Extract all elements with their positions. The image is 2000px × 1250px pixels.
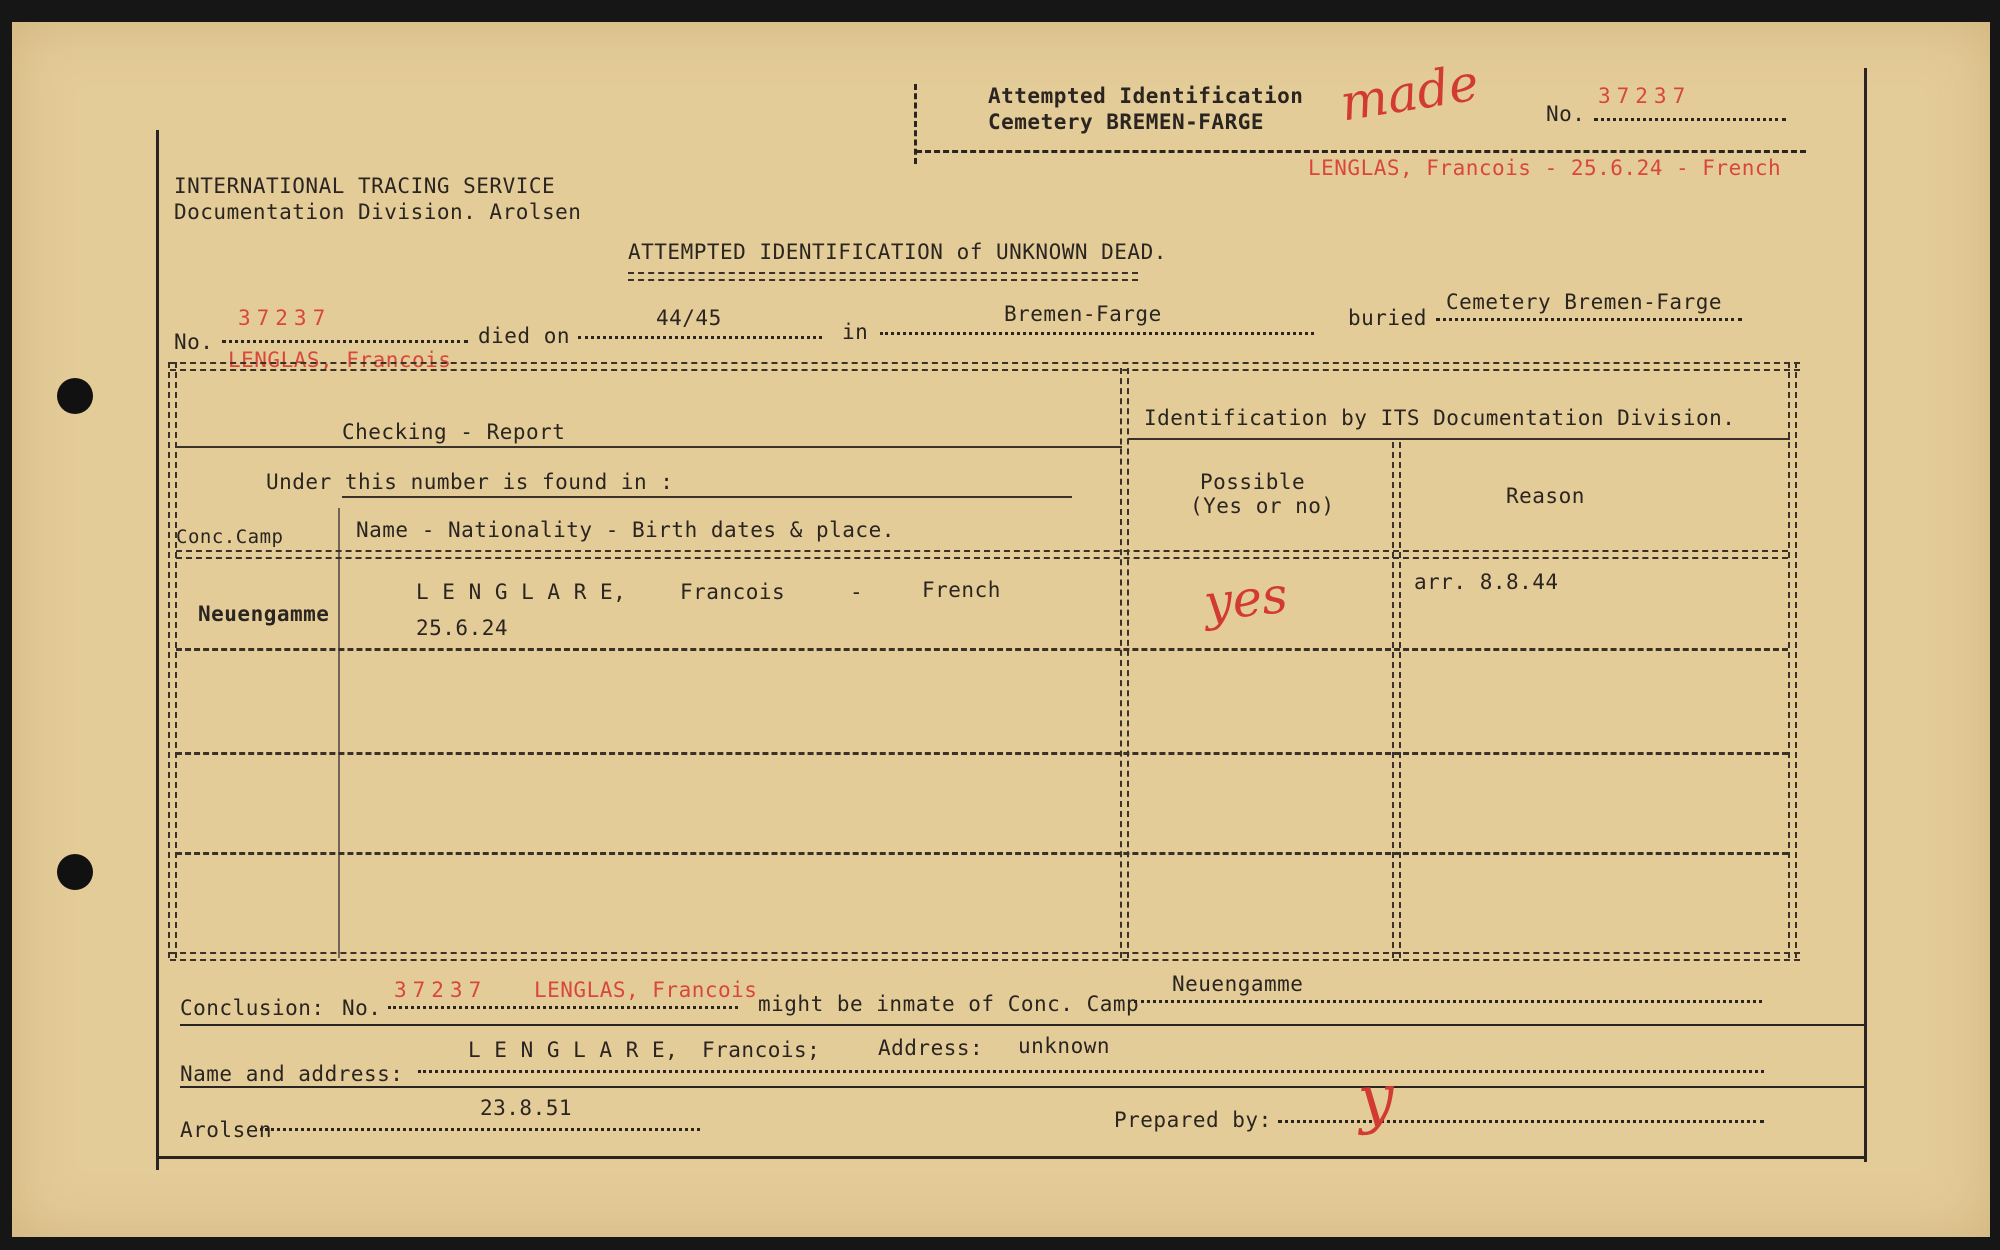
conclusion-no-dots xyxy=(388,1006,738,1009)
row1-surname: L E N G L A R E, xyxy=(416,580,627,604)
buried-dots xyxy=(1436,318,1742,321)
column-header-rule xyxy=(176,550,1788,559)
col-possible-header-1: Possible xyxy=(1200,470,1306,494)
identification-header-rule xyxy=(1128,438,1790,440)
buried-value: Cemetery Bremen-Farge xyxy=(1446,290,1723,314)
table-top-border xyxy=(170,362,1800,371)
top-red-identification: LENGLAS, Francois - 25.6.24 - French xyxy=(1308,156,1782,180)
conclusion-name-value: LENGLAS, Francois xyxy=(534,978,758,1002)
bottom-frame-line xyxy=(156,1156,1866,1159)
punch-hole-bottom xyxy=(57,854,93,890)
prepared-by-dots xyxy=(1278,1120,1764,1123)
record-no-value: 37237 xyxy=(238,306,332,330)
found-in-label: Under this number is found in : xyxy=(266,470,674,494)
row1-camp: Neuengamme xyxy=(198,602,330,626)
table-bottom-border xyxy=(170,952,1800,961)
header-no-label: No. xyxy=(1546,102,1586,126)
address-label: Address: xyxy=(878,1036,984,1060)
conclusion-camp-value: Neuengamme xyxy=(1172,972,1304,996)
conclusion-rule xyxy=(180,1024,1864,1026)
row2-bottom-rule xyxy=(176,752,1788,755)
org-line2: Documentation Division. Arolsen xyxy=(174,200,582,224)
camp-name-divider xyxy=(338,508,340,958)
table-left-border xyxy=(168,362,177,958)
identification-heading: Identification by ITS Documentation Division. xyxy=(1144,406,1736,430)
possible-reason-divider xyxy=(1392,442,1401,958)
left-frame-line xyxy=(156,130,159,1170)
row1-dash: - xyxy=(850,580,864,604)
buried-label: buried xyxy=(1348,306,1427,330)
record-no-dots xyxy=(222,340,468,343)
name-address-dots xyxy=(418,1070,1764,1073)
made-stamp: made xyxy=(1336,53,1483,133)
in-label: in xyxy=(842,320,869,344)
footer-date: 23.8.51 xyxy=(480,1096,573,1120)
row1-birth: 25.6.24 xyxy=(416,616,509,640)
org-line1: INTERNATIONAL TRACING SERVICE xyxy=(174,174,556,198)
found-in-rule xyxy=(342,496,1072,498)
prepared-by-label: Prepared by: xyxy=(1114,1108,1272,1132)
name-address-rule xyxy=(180,1086,1864,1088)
in-dots xyxy=(880,332,1314,335)
footer-date-dots-line xyxy=(260,1128,700,1131)
header-no-dots xyxy=(1594,118,1786,121)
col-name-header: Name - Nationality - Birth dates & place. xyxy=(356,518,895,542)
in-value: Bremen-Farge xyxy=(1004,302,1162,326)
row1-nationality: French xyxy=(922,578,1001,602)
died-value: 44/45 xyxy=(656,306,722,330)
col-reason-header: Reason xyxy=(1506,484,1585,508)
header-box-bottom-rule xyxy=(916,150,1806,153)
conclusion-camp-dots xyxy=(1134,1000,1762,1003)
header-no-value: 37237 xyxy=(1598,84,1692,108)
address-value: unknown xyxy=(1018,1034,1111,1058)
row3-bottom-rule xyxy=(176,852,1788,855)
row1-reason: arr. 8.8.44 xyxy=(1414,570,1559,594)
checking-header-rule xyxy=(176,446,1122,448)
table-mid-divider xyxy=(1120,368,1129,958)
right-frame-line xyxy=(1864,68,1867,1162)
punch-hole-top xyxy=(57,378,93,414)
footer-place: Arolsen xyxy=(180,1118,273,1142)
table-right-border xyxy=(1788,362,1797,958)
row1-firstname: Francois xyxy=(680,580,786,604)
name-address-surname: L E N G L A R E, xyxy=(468,1038,679,1062)
header-box-line2: Cemetery BREMEN-FARGE xyxy=(988,110,1265,134)
col-possible-header-2: (Yes or no) xyxy=(1190,494,1335,518)
conclusion-no-label: No. xyxy=(342,996,382,1020)
record-card xyxy=(12,22,1990,1237)
checking-report-heading: Checking - Report xyxy=(342,420,566,444)
conclusion-no-value: 37237 xyxy=(394,978,488,1002)
row1-bottom-rule xyxy=(176,648,1788,651)
col-camp-header: Conc.Camp xyxy=(176,526,284,548)
conclusion-label: Conclusion: xyxy=(180,996,325,1020)
conclusion-text: might be inmate of Conc. Camp xyxy=(758,992,1140,1016)
row1-possible-handwritten: yes xyxy=(1201,565,1291,633)
record-no-label: No. xyxy=(174,330,214,354)
name-address-label: Name and address: xyxy=(180,1062,404,1086)
form-title: ATTEMPTED IDENTIFICATION of UNKNOWN DEAD. xyxy=(628,240,1167,264)
prepared-by-initial: y xyxy=(1355,1060,1397,1138)
record-name-red: LENGLAS, Francois xyxy=(228,348,452,372)
header-box-line1: Attempted Identification xyxy=(988,84,1304,108)
name-address-firstname: Francois; xyxy=(702,1038,821,1062)
died-label: died on xyxy=(478,324,571,348)
title-underline xyxy=(628,272,1138,281)
died-dots xyxy=(578,336,822,339)
